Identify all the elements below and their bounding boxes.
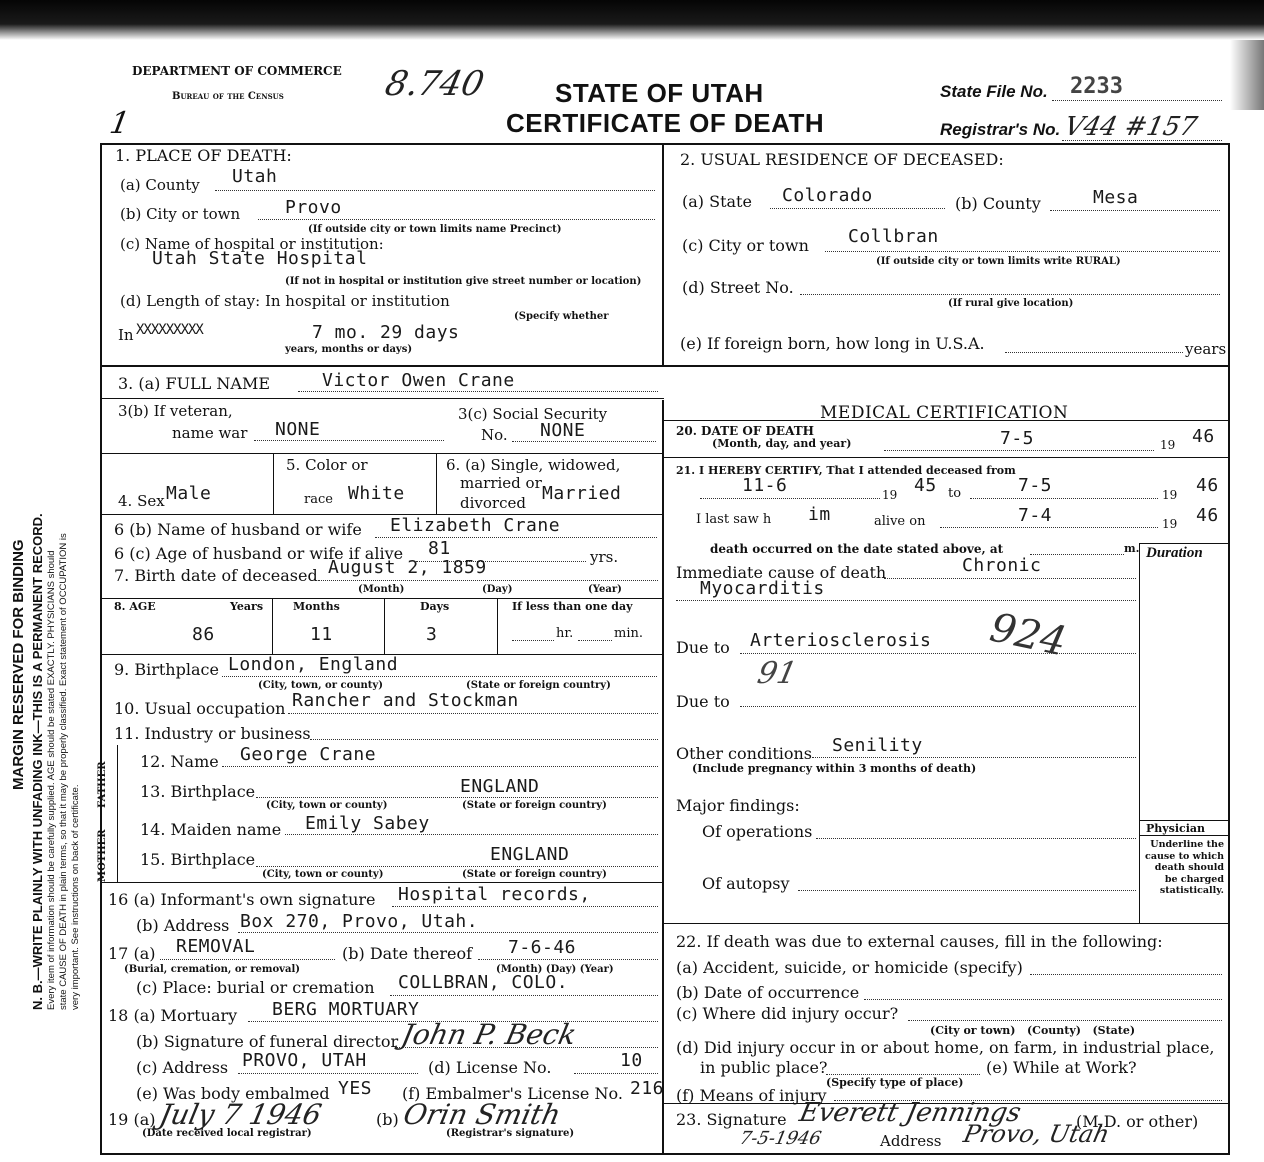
- place-label: 1. PLACE OF DEATH:: [115, 146, 292, 165]
- due1-value: Arteriosclerosis: [750, 630, 932, 651]
- burial-note: (Burial, cremation, or removal): [124, 964, 300, 975]
- to-year-prefix: 19: [1162, 488, 1178, 502]
- birthplace-dots: [222, 676, 657, 677]
- res-city-value: Collbran: [848, 226, 939, 247]
- scan-edge-right: [1230, 40, 1264, 110]
- birthplace-label: 9. Birthplace: [114, 660, 219, 679]
- from-dots: [700, 498, 880, 499]
- medical-row-1: [664, 457, 1230, 458]
- father-bp-label: 13. Birthplace: [140, 782, 256, 801]
- mother-bp-label: 15. Birthplace: [140, 850, 256, 869]
- state-file-label: State File No.: [940, 82, 1048, 101]
- mortuary-label: 18 (a) Mortuary: [108, 1006, 238, 1025]
- external-label: 22. If death was due to external causes, fill in the following:: [676, 932, 1163, 951]
- medical-title: MEDICAL CERTIFICATION: [820, 403, 1069, 423]
- duration-label: Duration: [1146, 545, 1203, 561]
- res-state-dots: [770, 208, 945, 209]
- sex-label: 4. Sex: [118, 492, 165, 510]
- external-c-dots: [908, 1020, 1222, 1021]
- marital-value: Married: [542, 483, 622, 504]
- license-label: (d) License No.: [428, 1058, 552, 1077]
- due2-dots: [740, 706, 1136, 707]
- signature-label: 23. Signature: [676, 1110, 787, 1129]
- to-label: to: [948, 486, 962, 501]
- color-label-1: 5. Color or: [286, 456, 368, 474]
- father-bp-dots: [256, 797, 658, 798]
- res-city-note: (If outside city or town limits write RURAL): [876, 256, 1121, 267]
- min-dots: [578, 640, 612, 641]
- stay-note: years, months or days): [285, 344, 413, 355]
- marital-label-1: 6. (a) Single, widowed,: [446, 456, 621, 474]
- external-a-dots: [1030, 974, 1222, 975]
- from-value: 11-6: [742, 475, 788, 496]
- row-divider-informant: [100, 882, 664, 883]
- received-label: 19 (a): [108, 1110, 156, 1129]
- margin-instructions-3: very important. See instructions on back of certificate.: [70, 784, 81, 1010]
- name-dots: [298, 391, 658, 392]
- immediate-dots-1: [884, 578, 1136, 579]
- addr2-value: PROVO, UTAH: [242, 1050, 367, 1071]
- other-note: (Include pregnancy within 3 months of death): [692, 762, 977, 775]
- res-state-label: (a) State: [682, 192, 752, 211]
- veteran-label-1: 3(b) If veteran,: [118, 402, 233, 420]
- name-label: 3. (a) FULL NAME: [118, 374, 270, 393]
- burial-value: REMOVAL: [176, 936, 256, 957]
- other-value: Senility: [832, 735, 923, 756]
- operations-dots: [816, 838, 1136, 839]
- spouse-dots: [375, 537, 657, 538]
- physician-box-mid: [1139, 835, 1230, 836]
- m-label: m.: [1124, 542, 1140, 555]
- informant-address-label: (b) Address: [136, 916, 230, 935]
- mother-bp-dots: [256, 866, 658, 867]
- county-value: Utah: [232, 166, 278, 187]
- veteran-dots: [254, 440, 444, 441]
- emb-license-value: 216: [630, 1078, 665, 1099]
- city-note: (If outside city or town limits name Precinct): [308, 224, 562, 235]
- marital-label-2: married or: [460, 474, 542, 492]
- occupation-label: 10. Usual occupation: [114, 699, 286, 718]
- mortuary-value: BERG MORTUARY: [272, 999, 420, 1020]
- birth-day-note: (Day): [482, 584, 513, 595]
- res-street-dots: [800, 294, 1220, 295]
- margin-write-plainly: N. B.—WRITE PLAINLY WITH UNFADING INK—THIS IS A PERMANENT RECORD.: [30, 513, 45, 1010]
- dod-year: 46: [1192, 426, 1215, 447]
- mother-side-label: MOTHER: [97, 829, 108, 882]
- margin-mark: 1: [106, 106, 133, 141]
- from-year: 45: [914, 475, 937, 496]
- director-signature: John P. Beck: [398, 1018, 580, 1051]
- registrar-sig-note: (Registrar's signature): [446, 1128, 575, 1139]
- embalmed-value: YES: [338, 1078, 373, 1099]
- row-divider-2: [100, 398, 664, 399]
- burial-date-label: (b) Date thereof: [342, 944, 473, 963]
- birth-dots: [318, 580, 658, 581]
- name-value: Victor Owen Crane: [322, 370, 515, 391]
- license-value: 10: [620, 1050, 643, 1071]
- frame-left: [100, 143, 102, 1155]
- informant-dots: [392, 906, 658, 907]
- res-state-value: Colorado: [782, 185, 873, 206]
- father-bp-note-2: (State or foreign country): [462, 800, 607, 811]
- external-d: (d) Did injury occur in or about home, on farm, in industrial place,: [676, 1038, 1215, 1057]
- margin-reserved: MARGIN RESERVED FOR BINDING: [10, 539, 27, 790]
- physician-note-title: Physician: [1146, 822, 1206, 835]
- res-street-label: (d) Street No.: [682, 278, 794, 297]
- color-value: White: [348, 483, 405, 504]
- registrar-value: V44 #157: [1061, 112, 1200, 142]
- frame-right: [1228, 143, 1230, 1155]
- informant-label: 16 (a) Informant's own signature: [108, 890, 376, 909]
- age-years-label: Years: [230, 600, 264, 613]
- lastsaw-label: I last saw h: [696, 512, 772, 527]
- res-foreign-suffix: years: [1185, 340, 1227, 358]
- autopsy-label: Of autopsy: [702, 874, 790, 893]
- age-years-value: 86: [192, 624, 215, 645]
- alive-year: 46: [1196, 505, 1219, 526]
- place-burial-dots: [390, 995, 658, 996]
- stay-value: 7 mo. 29 days: [312, 322, 460, 343]
- industry-label: 11. Industry or business: [114, 724, 311, 743]
- mother-bp-note-1: (City, town or county): [262, 869, 384, 880]
- to-year: 46: [1196, 475, 1219, 496]
- row-divider-1: [100, 365, 1230, 367]
- burial-date-value: 7-6-46: [508, 937, 577, 958]
- ss-dots: [512, 441, 656, 442]
- age-label: 8. AGE: [114, 600, 156, 613]
- stay-struck: XXXXXXXXX: [136, 322, 203, 338]
- phys-address-label: Address: [880, 1132, 942, 1150]
- external-top: [664, 923, 1230, 924]
- director-dots: [396, 1047, 658, 1048]
- father-side-label: FATHER: [97, 761, 108, 808]
- veteran-value: NONE: [275, 419, 321, 440]
- sex-value: Male: [166, 483, 212, 504]
- external-b-dots: [864, 999, 1222, 1000]
- external-d2: in public place?: [700, 1058, 828, 1077]
- county-label: (a) County: [120, 176, 200, 194]
- spouse-value: Elizabeth Crane: [390, 515, 561, 536]
- age-days-value: 3: [426, 624, 438, 645]
- age-div-2: [384, 598, 385, 654]
- burial-label: 17 (a): [108, 944, 156, 963]
- city-value: Provo: [285, 197, 342, 218]
- res-city-dots: [825, 251, 1220, 252]
- res-foreign-dots: [1005, 352, 1183, 353]
- mother-bp-note-2: (State or foreign country): [462, 869, 607, 880]
- burial-date-dots: [478, 959, 658, 960]
- registrar-label: Registrar's No.: [940, 120, 1061, 139]
- handwritten-number: 8.740: [381, 64, 488, 104]
- license-dots: [574, 1073, 658, 1074]
- city-dots: [258, 219, 655, 220]
- place-burial-value: COLLBRAN, COLO.: [398, 972, 569, 993]
- frame-top: [100, 143, 1230, 145]
- res-street-note: (If rural give location): [948, 298, 1074, 309]
- veteran-label-2: name war: [172, 424, 248, 442]
- hospital-note: (If not in hospital or institution give street number or location): [285, 276, 642, 287]
- registrar-dots: [1062, 140, 1222, 141]
- external-c-note: (City or town) (County) (State): [930, 1024, 1136, 1037]
- occupation-value: Rancher and Stockman: [292, 690, 519, 711]
- occupation-dots: [288, 713, 658, 714]
- state-file-dots: [1052, 100, 1222, 101]
- res-county-value: Mesa: [1093, 187, 1139, 208]
- res-county-label: (b) County: [955, 194, 1041, 213]
- informant-address-value: Box 270, Provo, Utah.: [240, 911, 479, 932]
- due2-label: Due to: [676, 692, 730, 711]
- age-months-value: 11: [310, 624, 333, 645]
- hr-label: hr.: [556, 626, 574, 641]
- external-f: (f) Means of injury: [676, 1086, 827, 1105]
- state-file-value: 2233: [1070, 74, 1123, 99]
- lastsaw-h: im: [808, 504, 831, 525]
- hospital-value: Utah State Hospital: [152, 248, 368, 269]
- burial-date-note: (Month) (Day) (Year): [496, 964, 614, 975]
- annotation-mark: 924: [986, 604, 1071, 666]
- to-value: 7-5: [1018, 475, 1053, 496]
- burial-dots: [160, 959, 335, 960]
- age-div-1: [272, 598, 273, 654]
- mother-name-label: 14. Maiden name: [140, 820, 282, 839]
- place-burial-label: (c) Place: burial or cremation: [136, 978, 375, 997]
- age-days-label: Days: [420, 600, 450, 613]
- informant-value: Hospital records,: [398, 884, 591, 905]
- res-city-label: (c) City or town: [682, 236, 809, 255]
- due1-dots: [740, 653, 1136, 654]
- duration-top: [1139, 543, 1230, 544]
- county-dots: [215, 190, 655, 191]
- scan-edge: [0, 0, 1264, 40]
- from-year-prefix: 19: [882, 488, 898, 502]
- registrar-sig-label: (b): [376, 1110, 399, 1129]
- received-note: (Date received local registrar): [142, 1128, 312, 1139]
- hr-dots: [512, 640, 554, 641]
- informant-address-dots: [238, 932, 658, 933]
- emb-license-label: (f) Embalmer's License No.: [402, 1084, 623, 1103]
- addr2-dots: [238, 1073, 418, 1074]
- row-divider-age-top: [100, 598, 664, 599]
- father-name-dots: [222, 766, 658, 767]
- specify-note: (Specify whether: [514, 311, 609, 322]
- to-dots: [970, 498, 1158, 499]
- alive-value: 7-4: [1018, 505, 1053, 526]
- dod-value: 7-5: [1000, 428, 1035, 449]
- occurred-label: death occurred on the date stated above, at: [710, 542, 1004, 556]
- res-foreign-label: (e) If foreign born, how long in U.S.A.: [680, 334, 985, 353]
- birthplace-value: London, England: [228, 654, 399, 675]
- dod-dots: [884, 450, 1154, 451]
- dod-label: 20. DATE OF DEATH: [676, 424, 814, 438]
- birthplace-note-1: (City, town, or county): [258, 680, 383, 691]
- spouse-age-label: 6 (c) Age of husband or wife if alive: [114, 544, 404, 563]
- external-d2-dots: [826, 1074, 980, 1075]
- autopsy-dots: [798, 890, 1136, 891]
- due1-label: Due to: [676, 638, 730, 657]
- occurred-dots: [1030, 554, 1124, 555]
- margin-instructions-2: state CAUSE OF DEATH in plain terms, so that it may be properly classified. Exact statement of OCCUPATION is: [58, 533, 69, 1010]
- physician-box-top: [1139, 820, 1230, 821]
- received-value: July 7 1946: [156, 1098, 325, 1131]
- external-b: (b) Date of occurrence: [676, 983, 860, 1002]
- immediate-value-1: Chronic: [962, 555, 1042, 576]
- color-label-2: race: [304, 492, 333, 507]
- margin-instructions-1: Every item of information should be carefully supplied. AGE should be stated EXACTLY. PHYSICIANS should: [46, 550, 57, 1010]
- father-name-value: George Crane: [240, 744, 377, 765]
- birth-value: August 2, 1859: [328, 557, 487, 578]
- physician-signature: Everett Jennings: [796, 1098, 1024, 1128]
- certificate-title: CERTIFICATE OF DEATH: [506, 108, 825, 138]
- age-months-label: Months: [293, 600, 340, 613]
- frame-bottom: [100, 1153, 1230, 1155]
- phys-address: Provo, Utah: [961, 1120, 1112, 1148]
- spouse-label: 6 (b) Name of husband or wife: [114, 520, 362, 539]
- mother-name-dots: [285, 834, 658, 835]
- immediate-value-2: Myocarditis: [700, 578, 825, 599]
- center-divider-top: [662, 143, 664, 365]
- dod-year-prefix: 19: [1160, 438, 1176, 452]
- external-a: (a) Accident, suicide, or homicide (specify): [676, 958, 1023, 977]
- other-dots: [812, 757, 1136, 758]
- md-label: (M.D. or other): [1076, 1112, 1199, 1131]
- signature-date: 7-5-1946: [737, 1128, 824, 1149]
- registrar-signature: Orin Smith: [400, 1098, 564, 1131]
- alive-label: alive on: [874, 514, 926, 529]
- row-divider-3: [100, 453, 664, 454]
- color-divider: [436, 453, 437, 514]
- stay-prefix: In: [118, 326, 134, 344]
- marital-label-3: divorced: [460, 494, 526, 512]
- state-title: STATE OF UTAH: [555, 78, 764, 108]
- mother-bp-value: ENGLAND: [490, 844, 570, 865]
- sex-divider: [273, 453, 274, 514]
- father-name-label: 12. Name: [140, 752, 219, 771]
- external-c: (c) Where did injury occur?: [676, 1004, 899, 1023]
- spouse-age-value: 81: [428, 538, 451, 559]
- alive-year-prefix: 19: [1162, 517, 1178, 531]
- mother-name-value: Emily Sabey: [305, 813, 430, 834]
- residence-label: 2. USUAL RESIDENCE OF DECEASED:: [680, 150, 1004, 169]
- father-bp-note-1: (City, town or county): [266, 800, 388, 811]
- birth-month-note: (Month): [358, 584, 405, 595]
- immediate-dots-2: [676, 600, 1136, 601]
- embalmed-label: (e) Was body embalmed: [136, 1084, 330, 1103]
- row-divider-4: [100, 514, 664, 515]
- city-label: (b) City or town: [120, 205, 241, 223]
- industry-dots: [310, 739, 658, 740]
- yrs-label: yrs.: [590, 548, 619, 566]
- ss-value: NONE: [540, 420, 586, 441]
- ss-label-2: No.: [481, 426, 508, 444]
- hospital-label: (c) Name of hospital or institution:: [120, 235, 384, 253]
- bureau: Bureau of the Census: [172, 91, 284, 102]
- immediate-label: Immediate cause of death: [676, 563, 887, 582]
- dod-note: (Month, day, and year): [712, 437, 852, 450]
- age-div-3: [497, 598, 498, 654]
- external-e: (e) While at Work?: [986, 1058, 1137, 1077]
- department: DEPARTMENT OF COMMERCE: [132, 64, 342, 78]
- alive-dots: [940, 527, 1158, 528]
- external-d-note: (Specify type of place): [826, 1076, 964, 1089]
- physician-note: Underline the cause to which death should be charged statistically.: [1145, 839, 1224, 896]
- father-bp-value: ENGLAND: [460, 776, 540, 797]
- operations-label: Of operations: [702, 822, 813, 841]
- stay-label: (d) Length of stay: In hospital or institution: [120, 292, 450, 310]
- annotation-mark-2: 91: [754, 656, 800, 691]
- addr2-label: (c) Address: [136, 1058, 229, 1077]
- major-label: Major findings:: [676, 796, 800, 815]
- ss-label-1: 3(c) Social Security: [458, 405, 608, 423]
- director-label: (b) Signature of funeral director: [136, 1032, 399, 1051]
- birth-label: 7. Birth date of deceased: [114, 566, 318, 585]
- cert-label: 21. I HEREBY CERTIFY, That I attended deceased from: [676, 464, 1016, 477]
- min-label: min.: [614, 626, 643, 641]
- age-lessday-label: If less than one day: [512, 600, 633, 613]
- other-label: Other conditions: [676, 744, 813, 763]
- res-county-dots: [1050, 210, 1220, 211]
- birthplace-note-2: (State or foreign country): [466, 680, 611, 691]
- parents-left: [117, 745, 118, 883]
- birth-year-note: (Year): [588, 584, 622, 595]
